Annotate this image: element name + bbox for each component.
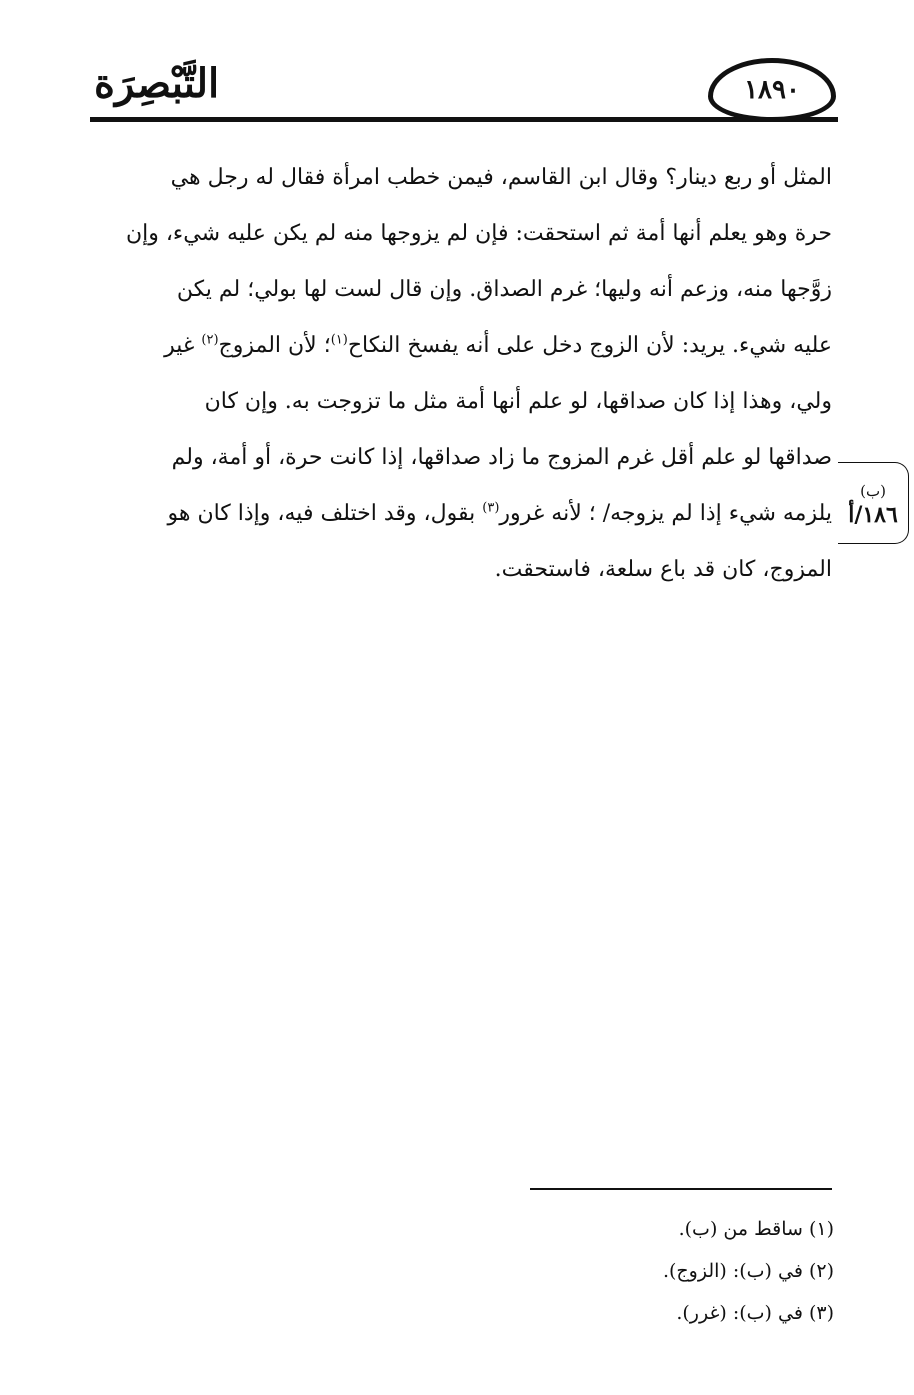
text-segment: بقول، وقد اختلف فيه، وإذا كان هو (167, 501, 476, 526)
text-line-3: زوَّجها منه، وزعم أنه وليها؛ غرم الصداق. وإن قال لست لها بولي؛ لم يكن (176, 277, 832, 302)
page-number-badge: ١٨٩٠ (708, 58, 836, 122)
text-line-6: صداقها لو علم أقل غرم المزوج ما زاد صداقها، إذا كانت حرة، أو أمة، ولم (171, 445, 832, 470)
footnote-ref-1[interactable]: (١) (330, 332, 348, 348)
footnote-ref-3[interactable]: (٣) (482, 500, 500, 516)
text-line-7 (92, 486, 832, 542)
text-line-1: المثل أو ربع دينار؟ وقال ابن القاسم، فيمن خطب امرأة فقال له رجل هي (170, 165, 832, 190)
footnote-1: (١) ساقط من (ب). (678, 1218, 834, 1240)
text-segment: غير (164, 333, 195, 358)
text-line-5: ولي، وهذا إذا كان صداقها، لو علم أنها أمة مثل ما تزوجت به. وإن كان (204, 389, 832, 414)
book-title: التَّبْصِرَة (94, 60, 220, 107)
page-header (90, 50, 838, 128)
main-text (92, 150, 832, 598)
text-segment: ؛ لأن المزوج (218, 333, 331, 358)
footnote-2: (٢) في (ب): (الزوج). (662, 1260, 834, 1282)
header-rule (90, 117, 838, 122)
text-line-4 (92, 318, 832, 374)
footnote-ref-2[interactable]: (٢) (201, 332, 219, 348)
manuscript-folio-note (838, 462, 909, 544)
manuscript-letter: (ب) (860, 482, 886, 500)
text-line-2: حرة وهو يعلم أنها أمة ثم استحقت: فإن لم يزوجها منه لم يكن عليه شيء، وإن (125, 221, 832, 246)
text-segment: يلزمه شيء إذا لم يزوجه/ ؛ لأنه غرور (499, 501, 832, 526)
text-segment: عليه شيء. يريد: لأن الزوج دخل على أنه يفسخ النكاح (347, 333, 832, 358)
text-line-8: المزوج، كان قد باع سلعة، فاستحقت. (494, 557, 832, 582)
footnotes (334, 1208, 834, 1334)
manuscript-page: ١٨٦/أ (848, 502, 898, 528)
footnote-divider (530, 1188, 832, 1190)
footnote-3: (٣) في (ب): (غرر). (676, 1302, 834, 1324)
